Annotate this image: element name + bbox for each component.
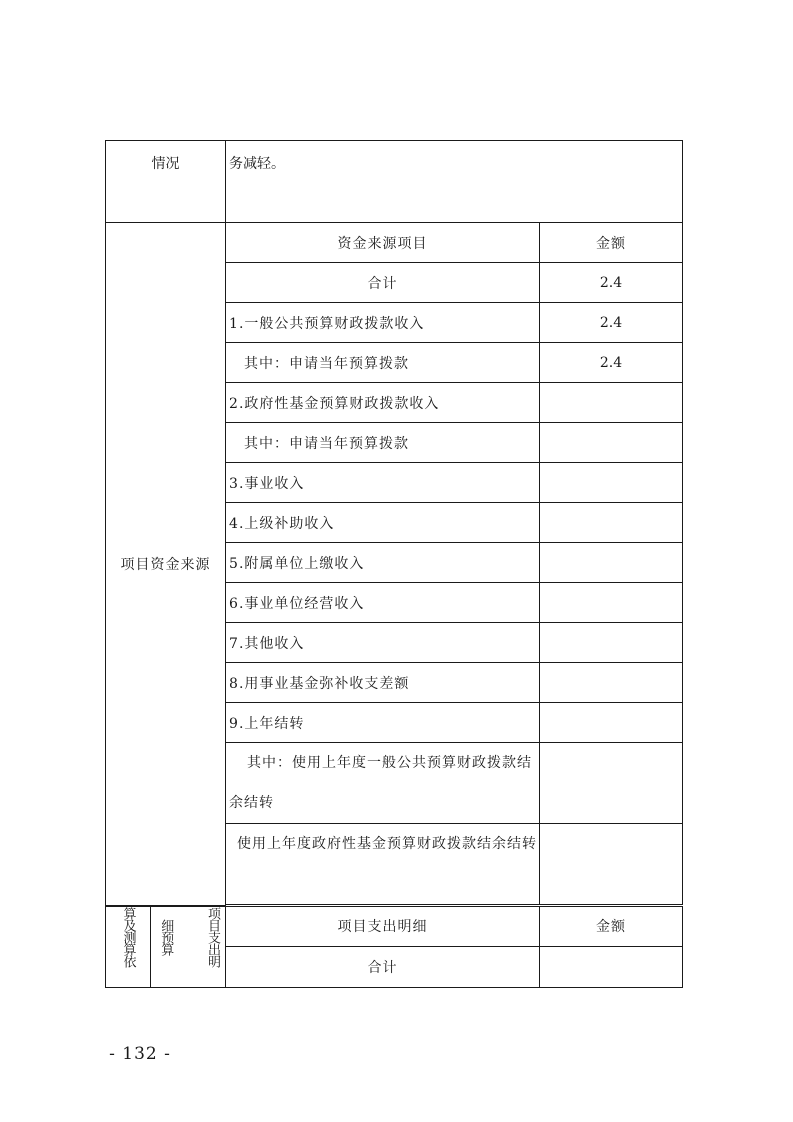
expenditure-vertical-cell-2 bbox=[151, 906, 181, 987]
funding-row-item: 6.事业单位经营收入 bbox=[226, 583, 540, 623]
funding-row-item: 5.附属单位上缴收入 bbox=[226, 543, 540, 583]
funding-row-amount bbox=[540, 423, 683, 463]
funding-header-item: 资金来源项目 bbox=[226, 223, 540, 263]
funding-source-label-cell bbox=[106, 223, 226, 906]
funding-row-item: 其中：申请当年预算拨款 bbox=[226, 343, 540, 383]
funding-row-item bbox=[226, 824, 540, 905]
expenditure-vertical-text-1: 算及测算依 bbox=[120, 906, 136, 967]
expenditure-total-amount bbox=[540, 947, 683, 988]
funding-row-amount: 2.4 bbox=[540, 343, 683, 383]
situation-label: 情况 bbox=[151, 156, 180, 172]
funding-row-item: 2.政府性基金预算财政拨款收入 bbox=[226, 383, 540, 423]
funding-row-amount bbox=[540, 383, 683, 423]
funding-row-item: 7.其他收入 bbox=[226, 623, 540, 663]
funding-source-label: 项目资金来源 bbox=[120, 556, 211, 573]
expenditure-vertical-cell-3 bbox=[181, 906, 226, 987]
funding-row-amount bbox=[540, 824, 683, 905]
funding-row-amount bbox=[540, 503, 683, 543]
expenditure-total-label: 合计 bbox=[226, 947, 540, 988]
expenditure-vertical-text-3: 项目支出明 bbox=[205, 906, 221, 967]
funding-row-total-label: 合计 bbox=[226, 263, 540, 303]
funding-row-amount bbox=[540, 703, 683, 743]
funding-row-item: 其中：申请当年预算拨款 bbox=[226, 423, 540, 463]
expenditure-header-amount: 金额 bbox=[540, 906, 683, 947]
funding-row-amount bbox=[540, 463, 683, 503]
situation-text-cell bbox=[226, 141, 683, 223]
project-form-table bbox=[105, 140, 683, 988]
funding-row-amount bbox=[540, 543, 683, 583]
funding-row-item bbox=[226, 743, 540, 824]
funding-row-item: 8.用事业基金弥补收支差额 bbox=[226, 663, 540, 703]
funding-row-wrap: 其中：使用上年度一般公共预算财政拨款结余结转 bbox=[229, 755, 533, 811]
funding-row-amount bbox=[540, 663, 683, 703]
funding-row-amount bbox=[540, 743, 683, 824]
funding-row-item: 4.上级补助收入 bbox=[226, 503, 540, 543]
funding-row-amount bbox=[540, 623, 683, 663]
funding-row-total-amount: 2.4 bbox=[540, 263, 683, 303]
funding-row-wrap: 使用上年度政府性基金预算财政拨款结余结转 bbox=[237, 836, 538, 852]
expenditure-vertical-text-2: 细预算 bbox=[158, 918, 174, 955]
funding-row-amount: 2.4 bbox=[540, 303, 683, 343]
funding-row-item: 3.事业收入 bbox=[226, 463, 540, 503]
funding-header-amount: 金额 bbox=[540, 223, 683, 263]
expenditure-vertical-cell-1 bbox=[106, 906, 151, 987]
page-number: - 132 - bbox=[109, 1044, 171, 1064]
funding-row-item: 9.上年结转 bbox=[226, 703, 540, 743]
funding-row-amount bbox=[540, 583, 683, 623]
situation-text: 务减轻。 bbox=[229, 156, 286, 172]
expenditure-header-item: 项目支出明细 bbox=[226, 906, 540, 947]
funding-row-item: 1.一般公共预算财政拨款收入 bbox=[226, 303, 540, 343]
situation-label-cell bbox=[106, 141, 226, 223]
